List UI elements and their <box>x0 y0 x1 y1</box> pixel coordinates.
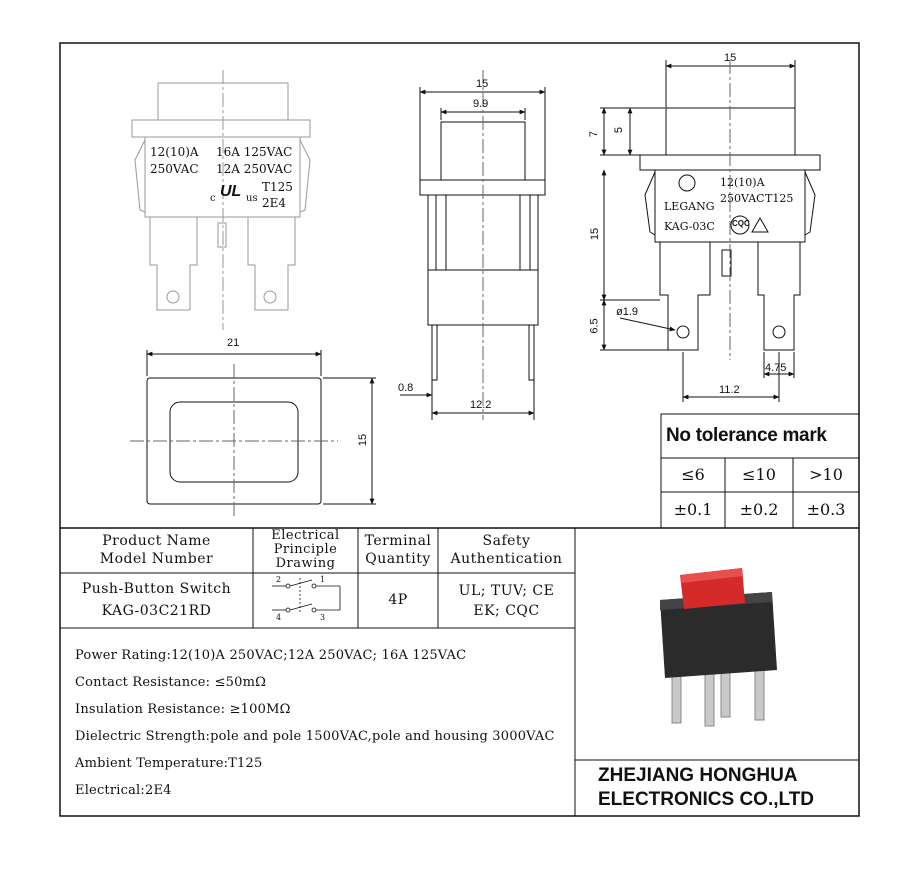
tolerance-value-2: ±0.2 <box>739 500 779 519</box>
front-rating-right-1: 16A 125VAC <box>216 145 293 159</box>
tolerance-value-3: ±0.3 <box>806 500 846 519</box>
ul-us-text: us <box>246 193 258 204</box>
header-product-name: Product Name <box>102 533 211 549</box>
side-inner-dim: 9.9 <box>473 98 489 110</box>
header-drawing: Drawing <box>275 556 336 571</box>
model-number-value: KAG-03C21RD <box>101 603 212 619</box>
header-electrical: Electrical <box>271 528 340 543</box>
right-temp: T125 <box>765 192 794 205</box>
header-principle: Principle <box>273 542 338 557</box>
spec-electrical: Electrical:2E4 <box>75 783 172 798</box>
front-rating-left-2: 250VAC <box>150 162 199 176</box>
right-dim-15: 15 <box>589 227 602 241</box>
right-rating-1: 12(10)A <box>720 176 765 189</box>
schematic-pin-3: 3 <box>320 613 326 622</box>
electrical-schematic <box>272 578 340 612</box>
right-tab-dim: 4.75 <box>765 362 787 374</box>
spec-ambient-temperature: Ambient Temperature:T125 <box>75 756 263 771</box>
side-top-dim: 15 <box>476 78 489 90</box>
company-name-line2: ELECTRONICS CO.,LTD <box>598 789 815 810</box>
right-rating-2: 250VAC <box>720 192 765 205</box>
front-temp: T125 <box>262 180 293 194</box>
spec-power-rating: Power Rating:12(10)A 250VAC;12A 250VAC; 16A 125VAC <box>75 648 467 663</box>
spec-contact-resistance: Contact Resistance: ≤50mΩ <box>75 675 267 690</box>
tolerance-range-1: ≤6 <box>681 465 705 484</box>
side-pin-dim: 0.8 <box>398 382 414 394</box>
right-spacing-dim: 11.2 <box>719 384 740 396</box>
schematic-pin-4: 4 <box>276 613 282 622</box>
spec-dielectric-strength: Dielectric Strength:pole and pole 1500VAC,pole and housing 3000VAC <box>75 729 555 744</box>
right-hole-dim: ø1.9 <box>616 306 639 318</box>
product-photo <box>660 568 777 726</box>
right-dim-7: 7 <box>588 130 601 138</box>
header-terminal: Terminal <box>364 533 432 549</box>
header-authentication: Authentication <box>450 551 563 567</box>
right-model: KAG-03C <box>664 220 715 233</box>
header-safety: Safety <box>482 533 531 549</box>
bottom-height-dim: 15 <box>357 433 370 447</box>
bottom-width-dim: 21 <box>227 337 240 349</box>
front-rating-right-2: 12A 250VAC <box>216 162 293 176</box>
header-quantity: Quantity <box>365 551 431 567</box>
product-name-value: Push-Button Switch <box>81 581 232 597</box>
right-dim-6-5: 6.5 <box>588 318 601 334</box>
cqc-logo: CQC <box>732 219 750 228</box>
tolerance-title: No tolerance mark <box>666 425 827 446</box>
tolerance-range-2: ≤10 <box>742 465 776 484</box>
right-brand: LEGANG <box>664 200 715 213</box>
side-view-drawing <box>400 70 545 420</box>
schematic-pin-1: 1 <box>320 575 326 584</box>
front-rating-left-1: 12(10)A <box>150 145 199 159</box>
tolerance-range-3: >10 <box>809 465 843 484</box>
safety-value-1: UL; TUV; CE <box>458 583 555 599</box>
spec-insulation-resistance: Insulation Resistance: ≥100MΩ <box>75 702 291 717</box>
bottom-view-drawing <box>130 350 376 518</box>
company-name-line1: ZHEJIANG HONGHUA <box>598 765 798 786</box>
ul-logo: UL <box>220 183 242 200</box>
ul-c-text: c <box>210 193 216 204</box>
terminal-quantity-value: 4P <box>388 592 408 608</box>
safety-value-2: EK; CQC <box>473 603 540 619</box>
tolerance-value-1: ±0.1 <box>673 500 713 519</box>
header-model-number: Model Number <box>99 551 214 567</box>
side-bottom-dim: 12.2 <box>470 399 492 411</box>
right-dim-5: 5 <box>613 126 626 134</box>
schematic-pin-2: 2 <box>276 575 282 584</box>
right-top-dim: 15 <box>724 52 737 64</box>
front-electrical: 2E4 <box>262 196 287 210</box>
